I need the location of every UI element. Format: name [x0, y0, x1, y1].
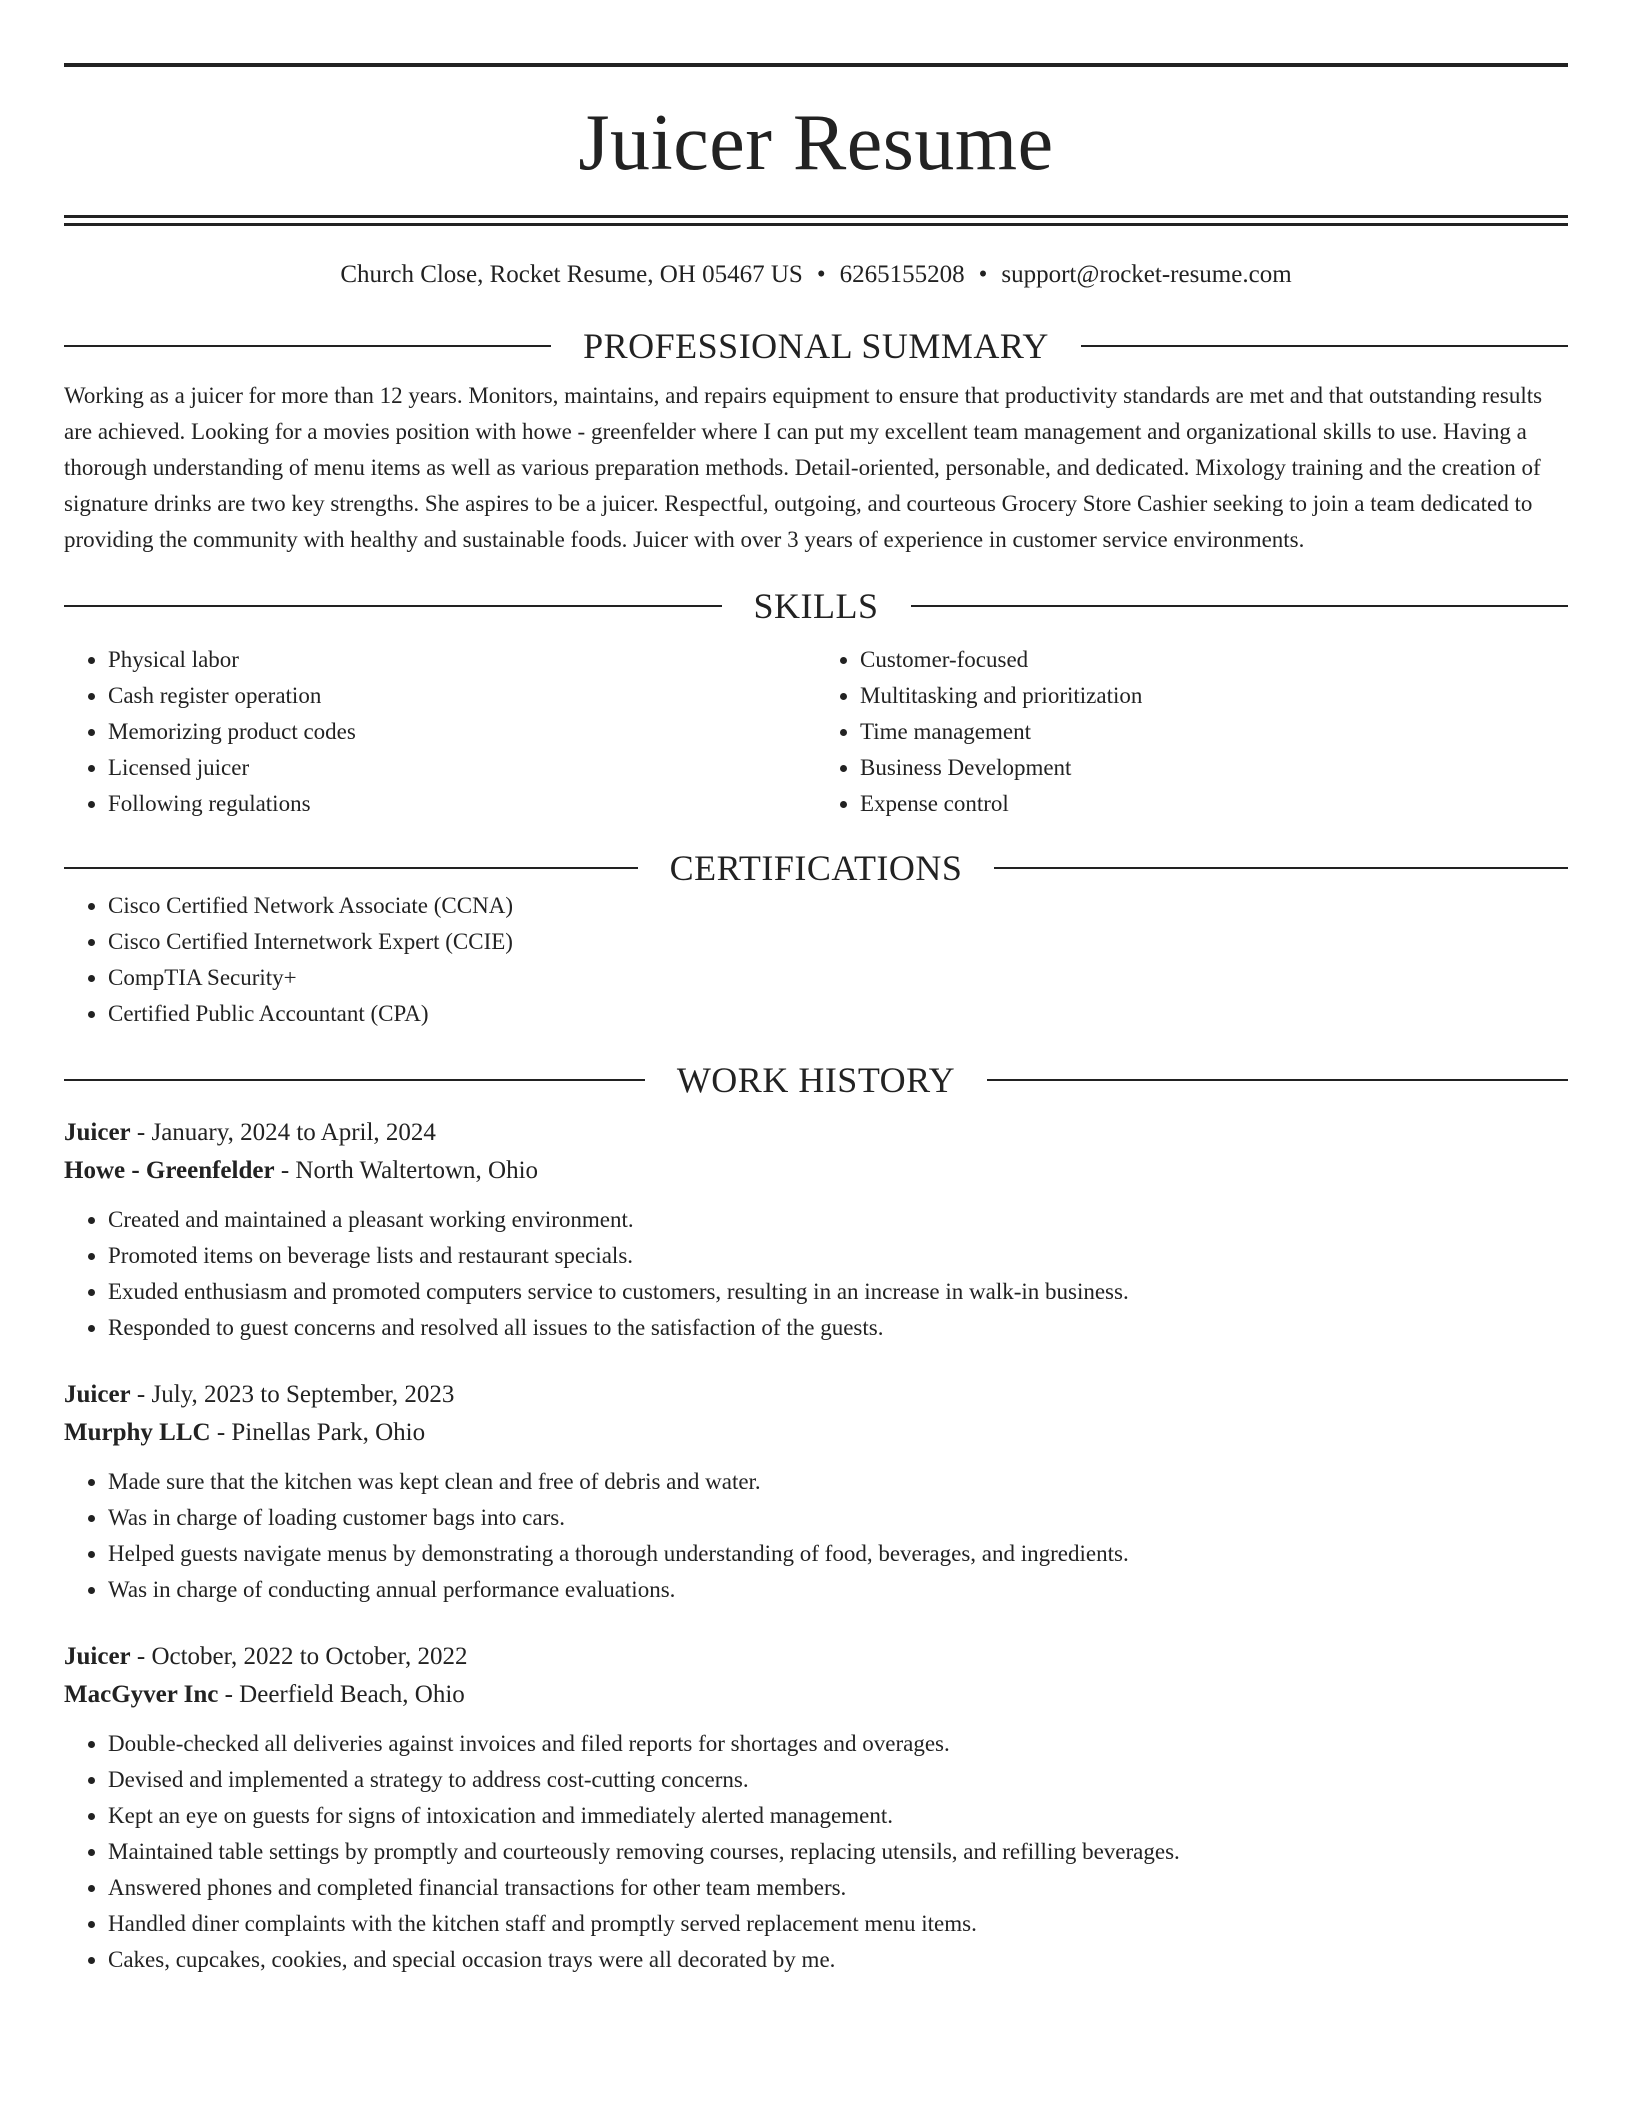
job-entry	[64, 1114, 1568, 1346]
contact-email[interactable]: support@rocket-resume.com	[1001, 261, 1292, 288]
skill-item: • Customer-focused	[860, 642, 1568, 678]
job-title-line	[64, 1638, 1568, 1676]
job-duty: • Responded to guest concerns and resolved all issues to the satisfaction of the guests.	[108, 1310, 1568, 1346]
section-title: PROFESSIONAL SUMMARY	[583, 326, 1049, 366]
heading-rule	[64, 867, 638, 869]
contact-phone: 6265155208	[839, 261, 965, 288]
job-role: Juicer	[64, 1119, 131, 1146]
job-entry	[64, 1638, 1568, 1978]
skills-list-right	[816, 642, 1568, 822]
skill-item: • Memorizing product codes	[108, 714, 816, 750]
certification-item: • Cisco Certified Network Associate (CCNA)	[108, 888, 1568, 924]
section-title: WORK HISTORY	[676, 1060, 956, 1100]
job-duty: • Handled diner complaints with the kitchen staff and promptly served replacement menu items.	[108, 1906, 1568, 1942]
contact-separator: •	[978, 261, 988, 288]
section-heading-work	[64, 1060, 1568, 1100]
job-duties-list	[64, 1202, 1568, 1346]
job-duty: • Was in charge of loading customer bags into cars.	[108, 1500, 1568, 1536]
job-dates: - October, 2022 to October, 2022	[130, 1643, 468, 1670]
heading-rule	[64, 1079, 645, 1081]
section-heading-skills	[64, 586, 1568, 626]
summary-paragraph: Working as a juicer for more than 12 years. Monitors, maintains, and repairs equipment to ensure that productivity standards are met and that outstanding results are achieved. Looking for a movies position with howe - greenfelder where I can put my excellent team management and organizational skills to use. Having a thorough understanding of menu items as well as various preparation methods. Detail-oriented, personable, and dedicated. Mixology training and the creation of signature drinks are two key strengths. She aspires to be a juicer. Respectful, outgoing, and courteous Grocery Store Cashier seeking to join a team dedicated to providing the community with healthy and sustainable foods. Juicer with over 3 years of experience in customer service environments.	[64, 383, 1543, 552]
job-duty: • Created and maintained a pleasant working environment.	[108, 1202, 1568, 1238]
contact-line	[64, 260, 1568, 290]
heading-rule	[64, 345, 551, 347]
section-heading-summary	[64, 326, 1568, 366]
certifications-list	[64, 888, 1568, 1032]
job-company: Howe - Greenfelder	[64, 1157, 275, 1184]
job-company-line	[64, 1676, 1568, 1714]
job-duty: • Cakes, cupcakes, cookies, and special occasion trays were all decorated by me.	[108, 1942, 1568, 1978]
heading-rule	[987, 1079, 1568, 1081]
job-title-line	[64, 1376, 1568, 1414]
skill-item: • Licensed juicer	[108, 750, 816, 786]
skills-grid	[64, 642, 1568, 822]
job-dates: - January, 2024 to April, 2024	[130, 1119, 436, 1146]
job-role: Juicer	[64, 1643, 131, 1670]
heading-rule	[1081, 345, 1568, 347]
job-duty: • Made sure that the kitchen was kept clean and free of debris and water.	[108, 1464, 1568, 1500]
section-heading-certifications	[64, 848, 1568, 888]
job-company: MacGyver Inc	[64, 1681, 219, 1708]
skill-item: • Cash register operation	[108, 678, 816, 714]
job-location: - North Waltertown, Ohio	[274, 1157, 539, 1184]
certification-item: • Certified Public Accountant (CPA)	[108, 996, 1568, 1032]
contact-address: Church Close, Rocket Resume, OH 05467 US	[340, 261, 803, 288]
job-dates: - July, 2023 to September, 2023	[130, 1381, 455, 1408]
job-duty: • Double-checked all deliveries against invoices and filed reports for shortages and overages.	[108, 1726, 1568, 1762]
job-duty: • Kept an eye on guests for signs of intoxication and immediately alerted management.	[108, 1798, 1568, 1834]
resume-title: Juicer Resume	[578, 99, 1054, 187]
skill-item: • Multitasking and prioritization	[860, 678, 1568, 714]
heading-rule	[994, 867, 1568, 869]
section-title: SKILLS	[753, 586, 879, 626]
job-duty: • Maintained table settings by promptly and courteously removing courses, replacing utensils, and refilling beverages.	[108, 1834, 1568, 1870]
job-duty: • Promoted items on beverage lists and restaurant specials.	[108, 1238, 1568, 1274]
job-duty: • Devised and implemented a strategy to address cost-cutting concerns.	[108, 1762, 1568, 1798]
job-company-line	[64, 1414, 1568, 1452]
job-entry	[64, 1376, 1568, 1608]
job-location: - Deerfield Beach, Ohio	[218, 1681, 465, 1708]
job-role: Juicer	[64, 1381, 131, 1408]
skills-list-left	[64, 642, 816, 822]
job-duty: • Was in charge of conducting annual performance evaluations.	[108, 1572, 1568, 1608]
contact-separator: •	[816, 261, 826, 288]
job-company: Murphy LLC	[64, 1419, 211, 1446]
certification-item: • CompTIA Security+	[108, 960, 1568, 996]
skill-item: • Time management	[860, 714, 1568, 750]
job-duties-list	[64, 1464, 1568, 1608]
top-rule	[64, 63, 1568, 67]
job-title-line	[64, 1114, 1568, 1152]
job-company-line	[64, 1152, 1568, 1190]
job-duty: • Answered phones and completed financial transactions for other team members.	[108, 1870, 1568, 1906]
heading-rule	[64, 605, 722, 607]
resume-page	[64, 0, 1568, 1978]
double-rule	[64, 215, 1568, 226]
certification-item: • Cisco Certified Internetwork Expert (CCIE)	[108, 924, 1568, 960]
heading-rule	[911, 605, 1569, 607]
skill-item: • Physical labor	[108, 642, 816, 678]
section-title: CERTIFICATIONS	[669, 848, 963, 888]
job-duties-list	[64, 1726, 1568, 1978]
job-duty: • Exuded enthusiasm and promoted computers service to customers, resulting in an increase in walk-in business.	[108, 1274, 1568, 1310]
skill-item: • Business Development	[860, 750, 1568, 786]
skill-item: • Following regulations	[108, 786, 816, 822]
skill-item: • Expense control	[860, 786, 1568, 822]
job-duty: • Helped guests navigate menus by demonstrating a thorough understanding of food, beverages, and ingredients.	[108, 1536, 1568, 1572]
job-location: - Pinellas Park, Ohio	[210, 1419, 426, 1446]
